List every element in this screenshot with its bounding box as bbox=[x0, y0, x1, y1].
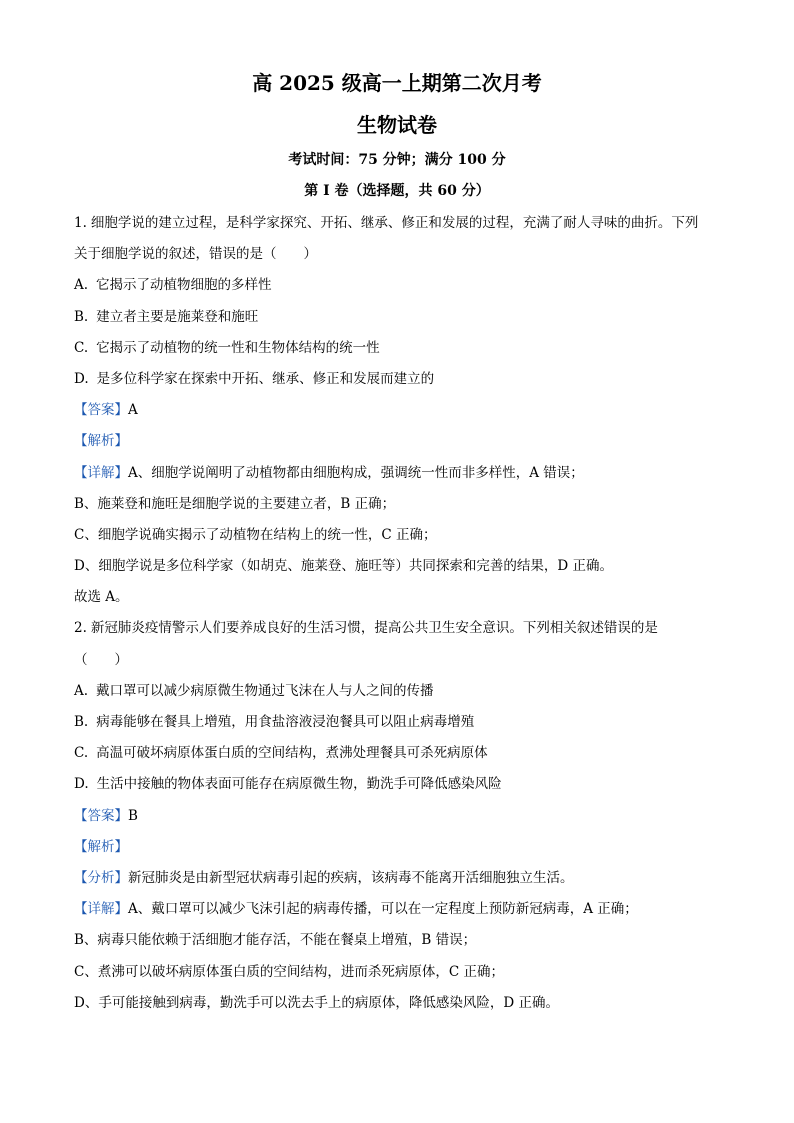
option-b: B. 病毒能够在餐具上增殖，用食盐溶液浸泡餐具可以阻止病毒增殖 bbox=[74, 714, 475, 730]
detail-line: D、手可能接触到病毒，勤洗手可以洗去手上的病原体，降低感染风险，D 正确。 bbox=[74, 994, 559, 1011]
option-a: A. 戴口罩可以减少病原微生物通过飞沫在人与人之间的传播 bbox=[74, 682, 434, 699]
question-stem-text: 细胞学说的建立过程，是科学家探究、开拓、继承、修正和发展的过程，充满了耐人寻味的曲折。下列 bbox=[90, 215, 699, 231]
analysis-tag: 【解析】 bbox=[74, 433, 128, 450]
detail-line: B、病毒只能依赖于活细胞才能存活，不能在餐桌上增殖，B 错误； bbox=[74, 932, 477, 949]
question-1-stem-cont: 关于细胞学说的叙述，错误的是（ ） bbox=[74, 246, 317, 263]
fenxi-line: 【分析】新冠肺炎是由新型冠状病毒引起的疾病，该病毒不能离开活细胞独立生活。 bbox=[74, 869, 574, 886]
conclusion-line: 故选 A。 bbox=[74, 589, 129, 606]
question-2-stem bbox=[74, 616, 724, 647]
questions-content bbox=[74, 211, 724, 1022]
option-d: D. 生活中接触的物体表面可能存在病原微生物，勤洗手可降低感染风险 bbox=[74, 776, 502, 793]
option-d: D. 是多位科学家在探索中开拓、继承、修正和发展而建立的 bbox=[74, 370, 435, 387]
option-c: C. 它揭示了动植物的统一性和生物体结构的统一性 bbox=[74, 339, 380, 356]
question-number: 1. bbox=[74, 215, 87, 231]
analysis-tag: 【解析】 bbox=[74, 838, 128, 855]
question-number: 2. bbox=[74, 620, 87, 637]
answer-value: A bbox=[128, 402, 138, 419]
section-heading: 第 I 卷（选择题，共 60 分） bbox=[304, 183, 490, 199]
answer-tag: 【答案】 bbox=[74, 402, 128, 419]
answer-line bbox=[74, 398, 724, 429]
subject-title: 生物试卷 bbox=[357, 113, 437, 137]
detail-tag: 【详解】 bbox=[74, 901, 128, 918]
exam-title: 高 2025 级高一上期第二次月考 bbox=[252, 71, 542, 95]
detail-line: 【详解】A、细胞学说阐明了动植物都由细胞构成，强调统一性而非多样性，A 错误； bbox=[74, 464, 584, 481]
detail-line: C、细胞学说确实揭示了动植物在结构上的统一性，C 正确； bbox=[74, 526, 437, 543]
answer-tag: 【答案】 bbox=[74, 807, 128, 824]
option-b: B. 建立者主要是施莱登和施旺 bbox=[74, 308, 259, 325]
exam-info: 考试时间：75 分钟；满分 100 分 bbox=[288, 152, 506, 168]
question-2-stem-cont: （ ） bbox=[74, 651, 128, 668]
detail-tag: 【详解】 bbox=[74, 464, 128, 481]
answer-value: B bbox=[128, 807, 138, 824]
detail-line: D、细胞学说是多位科学家（如胡克、施莱登、施旺等）共同探索和完善的结果，D 正确。 bbox=[74, 558, 613, 575]
detail-line: C、煮沸可以破坏病原体蛋白质的空间结构，进而杀死病原体，C 正确； bbox=[74, 963, 504, 980]
question-stem-text: 新冠肺炎疫情警示人们要养成良好的生活习惯，提高公共卫生安全意识。下列相关叙述错误的是 bbox=[90, 620, 658, 637]
question-1-stem bbox=[74, 211, 724, 242]
answer-line bbox=[74, 804, 724, 835]
detail-line: 【详解】A、戴口罩可以减少飞沫引起的病毒传播，可以在一定程度上预防新冠病毒，A 正确； bbox=[74, 901, 638, 918]
fenxi-tag: 【分析】 bbox=[74, 869, 128, 886]
detail-line: B、施莱登和施旺是细胞学说的主要建立者，B 正确； bbox=[74, 495, 396, 512]
option-a: A. 它揭示了动植物细胞的多样性 bbox=[74, 277, 272, 294]
option-c: C. 高温可破坏病原体蛋白质的空间结构，煮沸处理餐具可杀死病原体 bbox=[74, 745, 488, 762]
